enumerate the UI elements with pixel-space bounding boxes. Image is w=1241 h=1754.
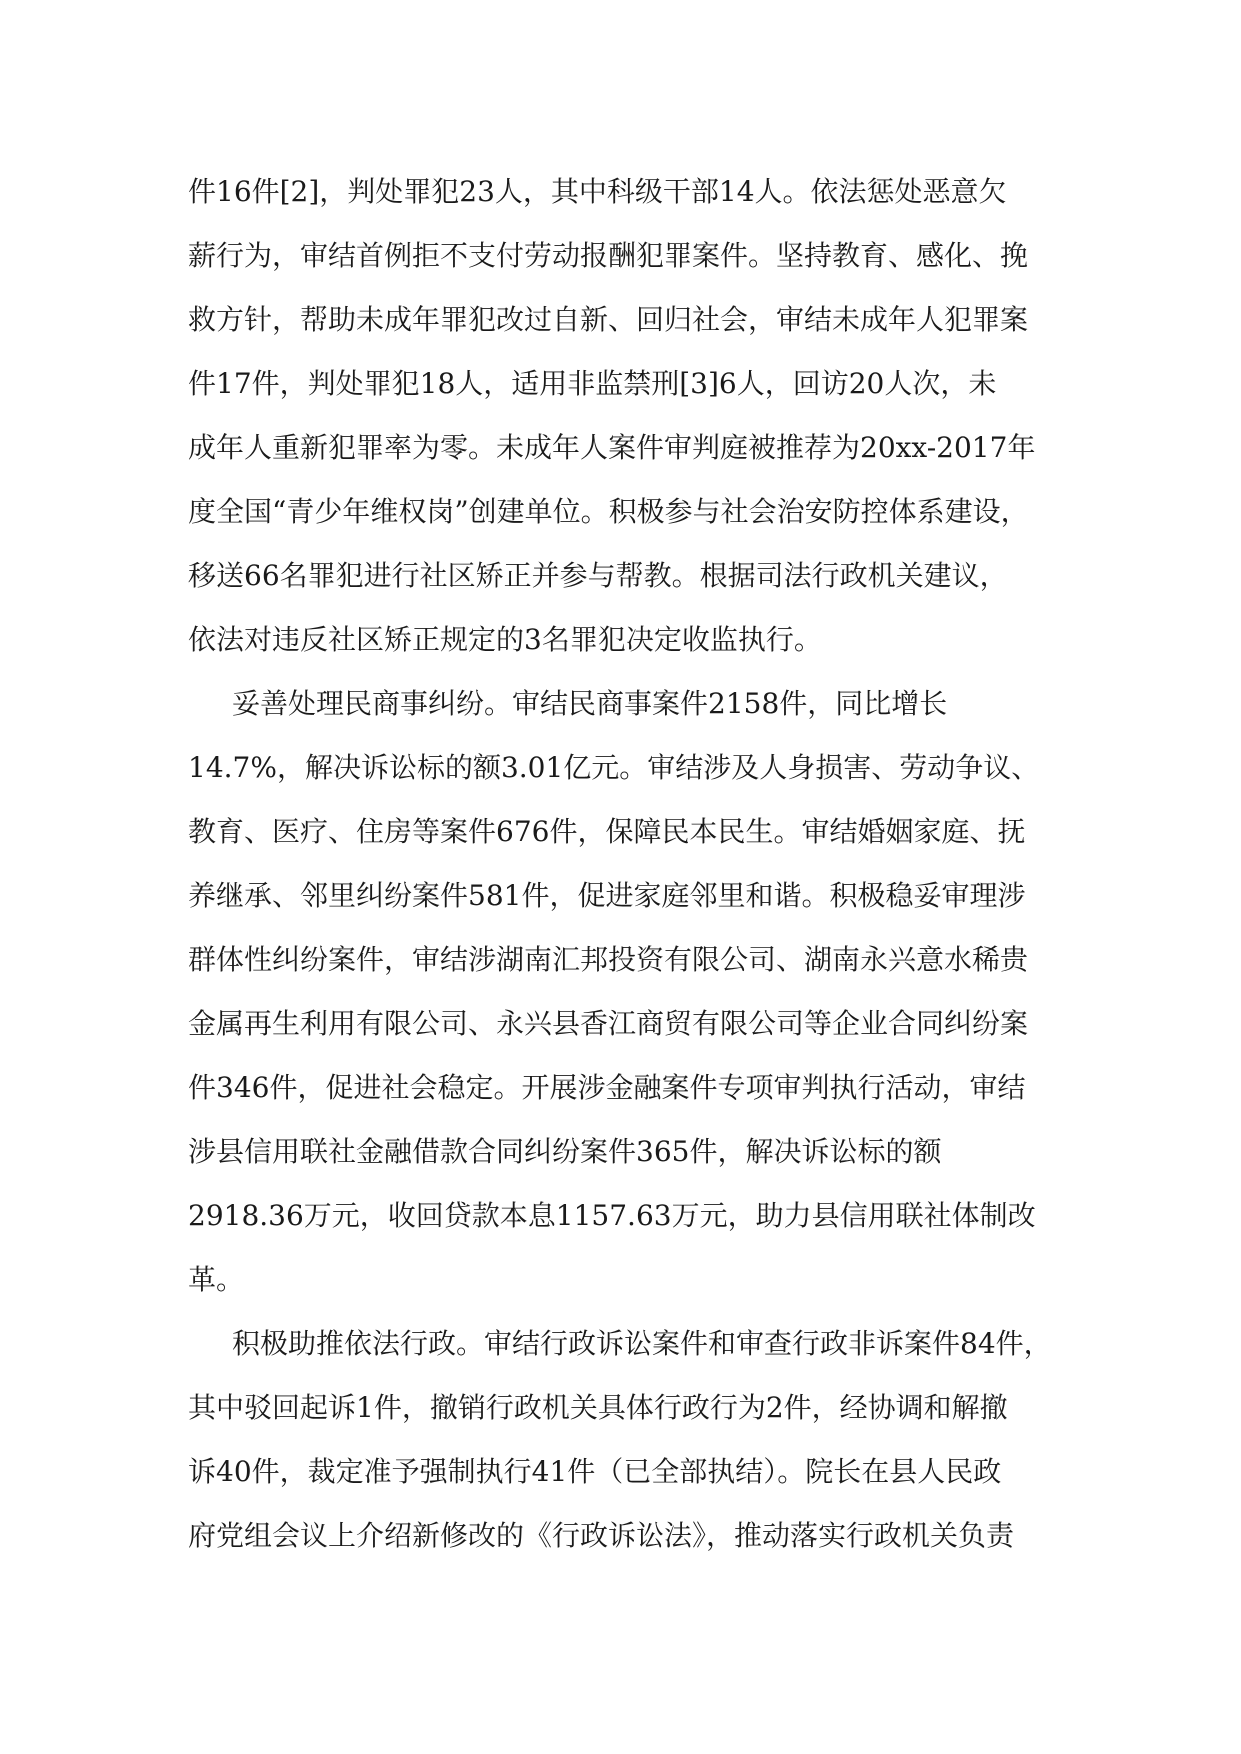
document-body xyxy=(188,160,1068,1568)
paragraph-line: 薪行为，审结首例拒不支付劳动报酬犯罪案件。坚持教育、感化、挽 xyxy=(188,239,1029,272)
paragraph-line: 积极助推依法行政。审结行政诉讼案件和审查行政非诉案件84件， xyxy=(232,1327,1052,1360)
paragraph-line: 14.7%，解决诉讼标的额3.01亿元。审结涉及人身损害、劳动争议、 xyxy=(188,751,1040,784)
paragraph-line: 依法对违反社区矫正规定的3名罪犯决定收监执行。 xyxy=(188,623,822,656)
paragraph-administrative-cases xyxy=(188,1312,1068,1568)
paragraph-line: 涉县信用联社金融借款合同纠纷案件365件，解决诉讼标的额 xyxy=(188,1135,942,1168)
paragraph-line: 件16件[2]，判处罪犯23人，其中科级干部14人。依法惩处恶意欠 xyxy=(188,175,1007,208)
paragraph-line: 革。 xyxy=(188,1263,245,1296)
paragraph-line: 金属再生利用有限公司、永兴县香江商贸有限公司等企业合同纠纷案 xyxy=(188,1007,1029,1040)
paragraph-criminal-cases xyxy=(188,160,1068,672)
paragraph-line: 成年人重新犯罪率为零。未成年人案件审判庭被推荐为20xx-2017年 xyxy=(188,431,1036,464)
paragraph-line: 养继承、邻里纠纷案件581件，促进家庭邻里和谐。积极稳妥审理涉 xyxy=(188,879,1026,912)
paragraph-line: 教育、医疗、住房等案件676件，保障民本民生。审结婚姻家庭、抚 xyxy=(188,815,1026,848)
paragraph-line: 救方针，帮助未成年罪犯改过自新、回归社会，审结未成年人犯罪案 xyxy=(188,303,1029,336)
paragraph-line: 府党组会议上介绍新修改的《行政诉讼法》，推动落实行政机关负责 xyxy=(188,1519,1015,1552)
paragraph-civil-commercial-cases xyxy=(188,672,1068,1312)
paragraph-line: 群体性纠纷案件，审结涉湖南汇邦投资有限公司、湖南永兴意水稀贵 xyxy=(188,943,1029,976)
paragraph-line: 其中驳回起诉1件，撤销行政机关具体行政行为2件，经协调和解撤 xyxy=(188,1391,1008,1424)
paragraph-line: 件17件，判处罪犯18人，适用非监禁刑[3]6人，回访20人次，未 xyxy=(188,367,997,400)
paragraph-line: 度全国“青少年维权岗”创建单位。积极参与社会治安防控体系建设， xyxy=(188,495,1029,528)
paragraph-line: 2918.36万元，收回贷款本息1157.63万元，助力县信用联社体制改 xyxy=(188,1199,1036,1232)
paragraph-line: 诉40件，裁定准予强制执行41件（已全部执结）。院长在县人民政 xyxy=(188,1455,1002,1488)
paragraph-line: 件346件，促进社会稳定。开展涉金融案件专项审判执行活动，审结 xyxy=(188,1071,1026,1104)
paragraph-line: 移送66名罪犯进行社区矫正并参与帮教。根据司法行政机关建议， xyxy=(188,559,1008,592)
paragraph-line: 妥善处理民商事纠纷。审结民商事案件2158件，同比增长 xyxy=(232,687,948,720)
